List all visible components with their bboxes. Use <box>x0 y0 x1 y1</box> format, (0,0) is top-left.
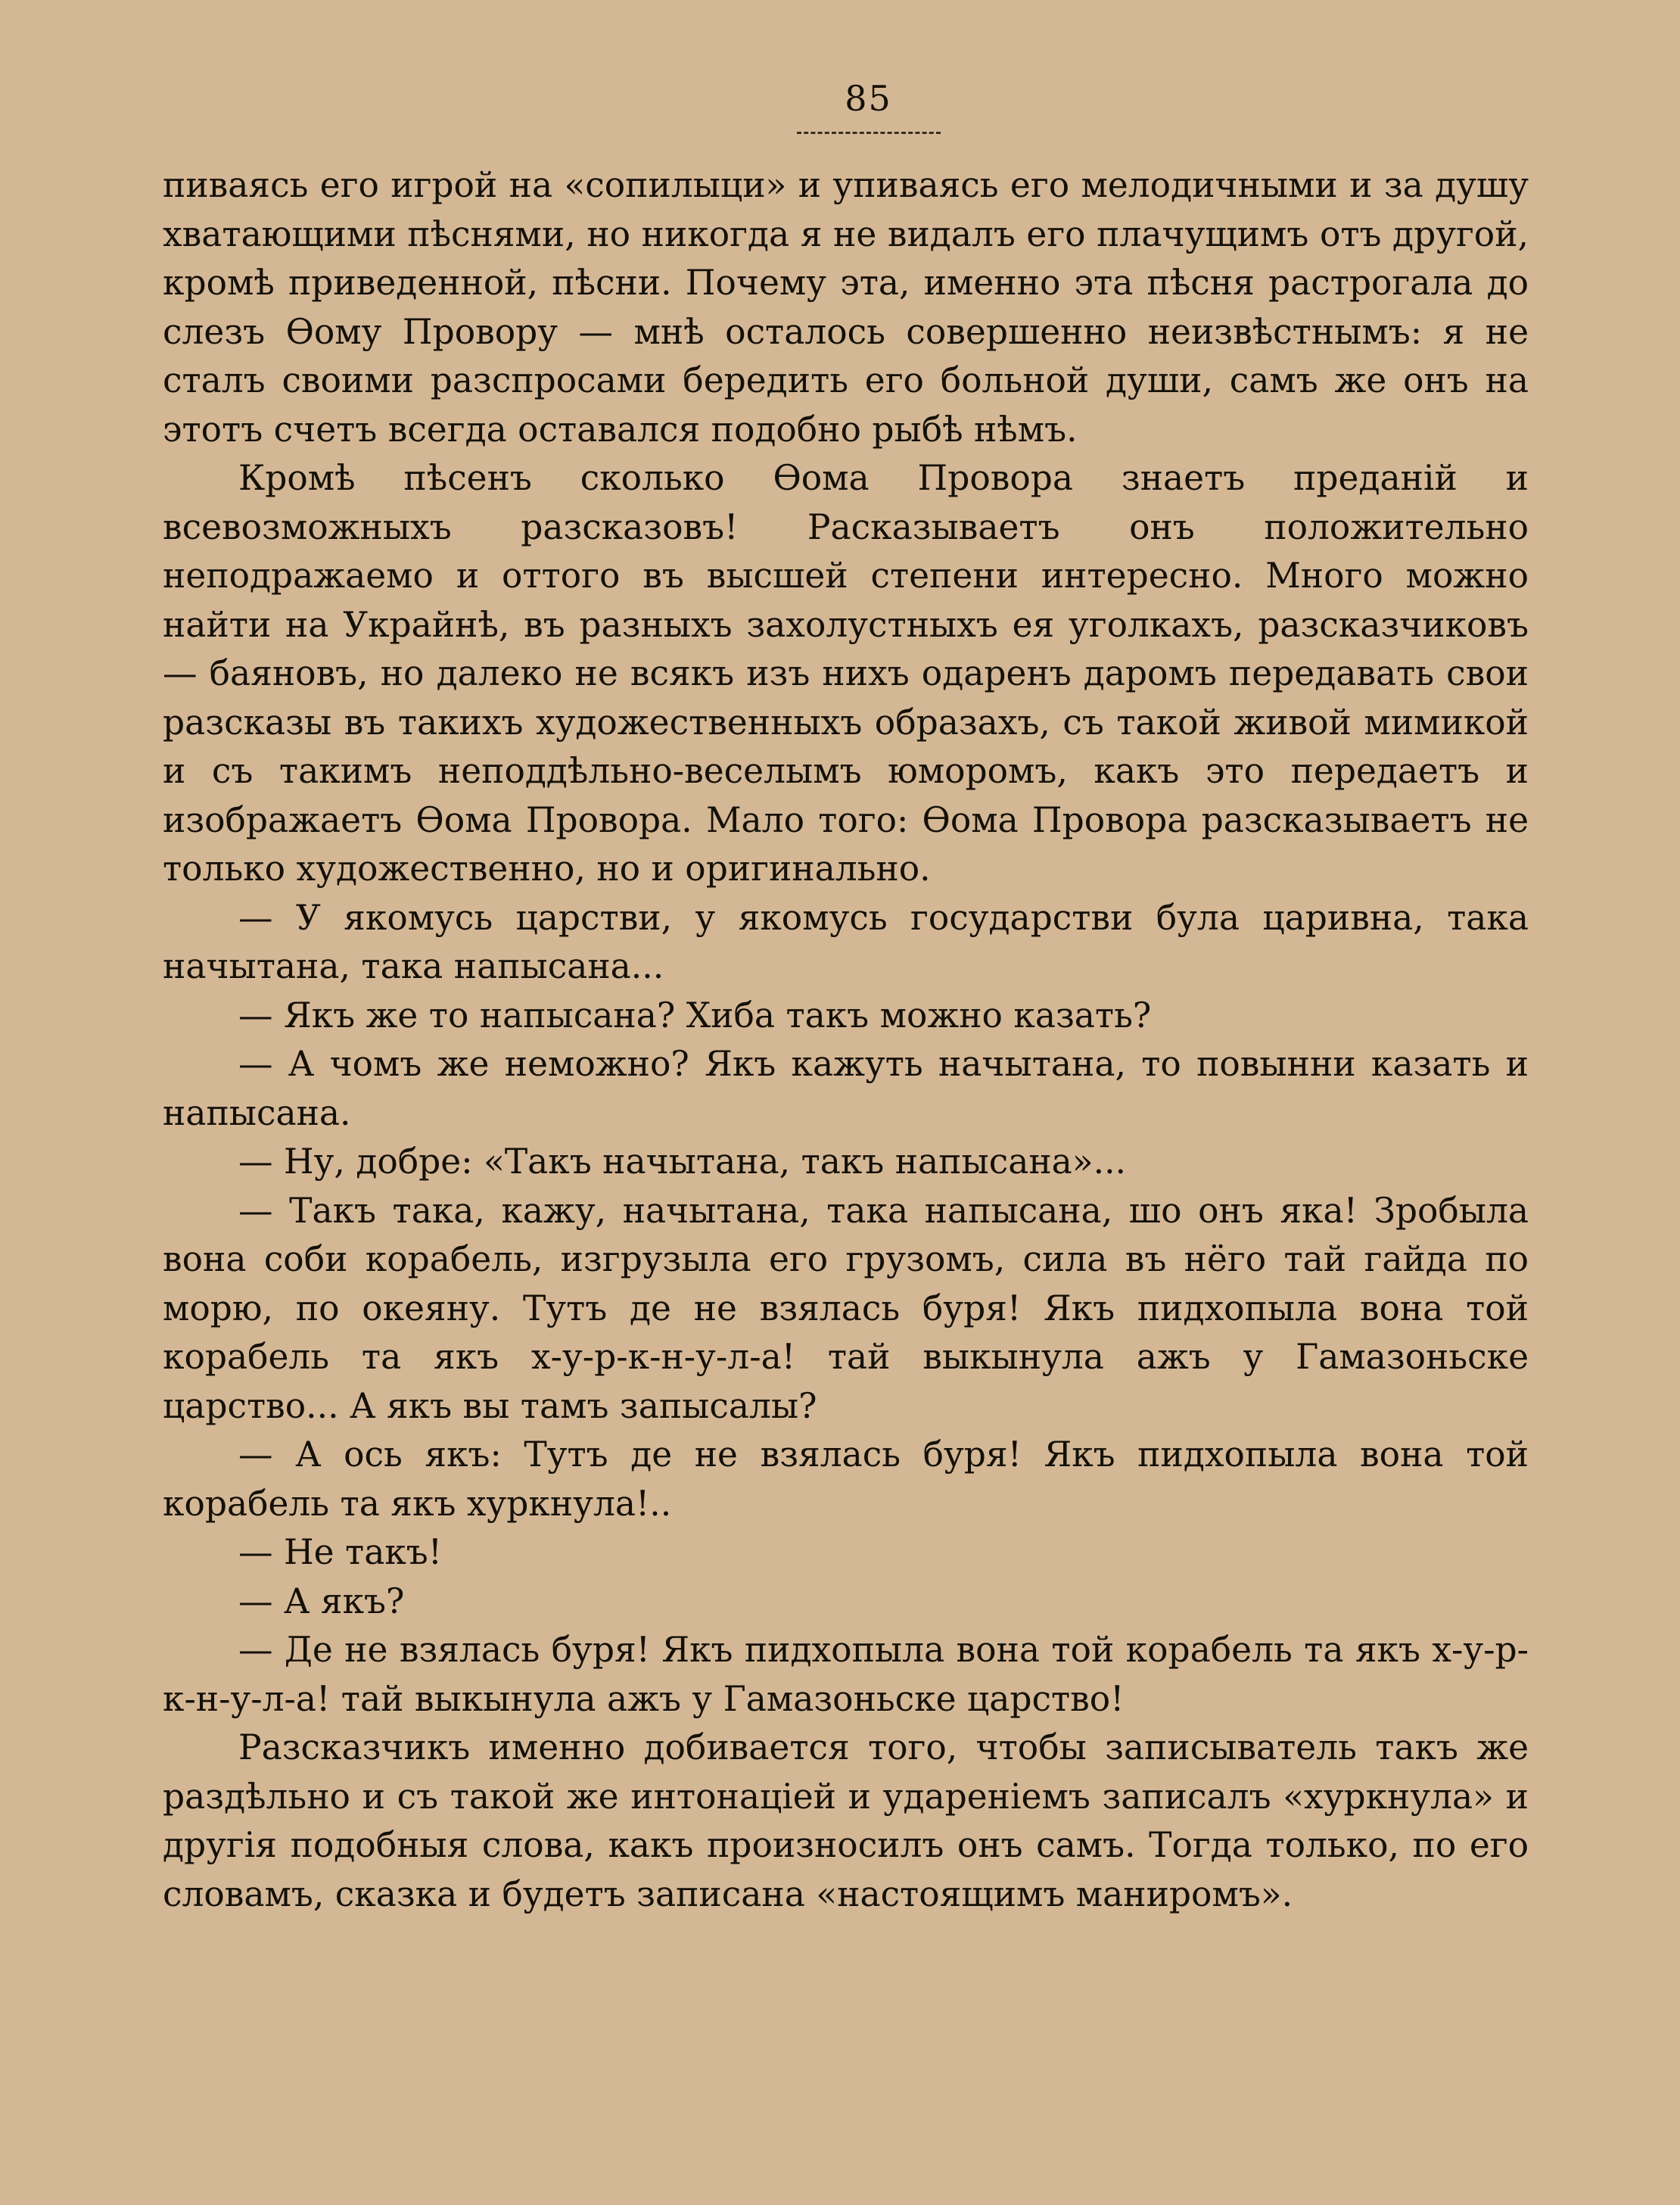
dialogue-line: — А ось якъ: Тутъ де не взялась буря! Якъ пидхопыла вона той корабель та якъ хуркнула!.. <box>163 1434 1529 1524</box>
paragraph-conclusion: Разсказчикъ именно добивается того, чтобы записыватель такъ же раздѣльно и съ такой же интонаціей и удареніемъ записалъ «хуркнула» и другія подобныя слова, какъ произносилъ онъ самъ. Тогда только, по его словамъ, сказка и будетъ записана «настоящимъ маниромъ». <box>163 1727 1529 1914</box>
dialogue-line: — У якомусь царстви, у якомусь государстви була царивна, така начытана, така напысана... <box>163 897 1529 986</box>
dialogue-line: — Не такъ! <box>238 1532 443 1572</box>
body-text <box>163 161 1529 1919</box>
dialogue-line: — А якъ? <box>238 1581 405 1621</box>
book-page <box>163 76 1529 1919</box>
dialogue-line: — А чомъ же неможно? Якъ кажуть начытана, то повынни казать и напысана. <box>163 1044 1529 1133</box>
dialogue-line: — Такъ така, кажу, начытана, така напысана, шо онъ яка! Зробыла вона соби корабель, изгрузыла его грузомъ, сила въ нёго тай гайда по морю, по океяну. Тутъ де не взялась буря! Якъ пидхопыла вона той корабель та якъ х-у-р-к-н-у-л-а! тай выкынула ажъ у Гамазоньске царство... А якъ вы тамъ запысалы? <box>163 1190 1529 1426</box>
paragraph-continuation: пиваясь его игрой на «сопилыци» и упиваясь его мелодичными и за душу хватающими пѣснями, но никогда я не видалъ его плачущимъ отъ другой, кромѣ приведенной, пѣсни. Почему эта, именно эта пѣсня растрогала до слезъ Ѳому Провору — мнѣ осталось совершенно неизвѣстнымъ: я не сталъ своими разспросами бередить его больной души, самъ же онъ на этотъ счетъ всегда оставался подобно рыбѣ нѣмъ. <box>163 165 1529 450</box>
page-number: 85 <box>845 78 892 119</box>
dialogue-line: — Якъ же то напысана? Хиба такъ можно казать? <box>238 995 1152 1036</box>
dialogue-line: — Де не взялась буря! Якъ пидхопыла вона той корабель та якъ х-у-р-к-н-у-л-а! тай выкынула ажъ у Гамазоньске царство! <box>163 1630 1529 1719</box>
dialogue-line: — Ну, добре: «Такъ начытана, такъ напысана»... <box>238 1141 1127 1182</box>
page-number-rule <box>797 132 941 134</box>
paragraph-storytelling: Кромѣ пѣсенъ сколько Ѳома Провора знаетъ преданій и всевозможныхъ разсказовъ! Расказываетъ онъ положительно неподражаемо и оттого въ высшей степени интересно. Много можно найти на Украйнѣ, въ разныхъ захолустныхъ ея уголкахъ, разсказчиковъ— баяновъ, но далеко не всякъ изъ нихъ одаренъ даромъ передавать свои разсказы въ такихъ художественныхъ образахъ, съ такой живой мимикой и съ такимъ неподдѣльно-веселымъ юморомъ, какъ это передаетъ и изображаетъ Ѳома Провора. Мало того: Ѳома Провора разсказываетъ не только художественно, но и оригинально. <box>163 458 1529 889</box>
